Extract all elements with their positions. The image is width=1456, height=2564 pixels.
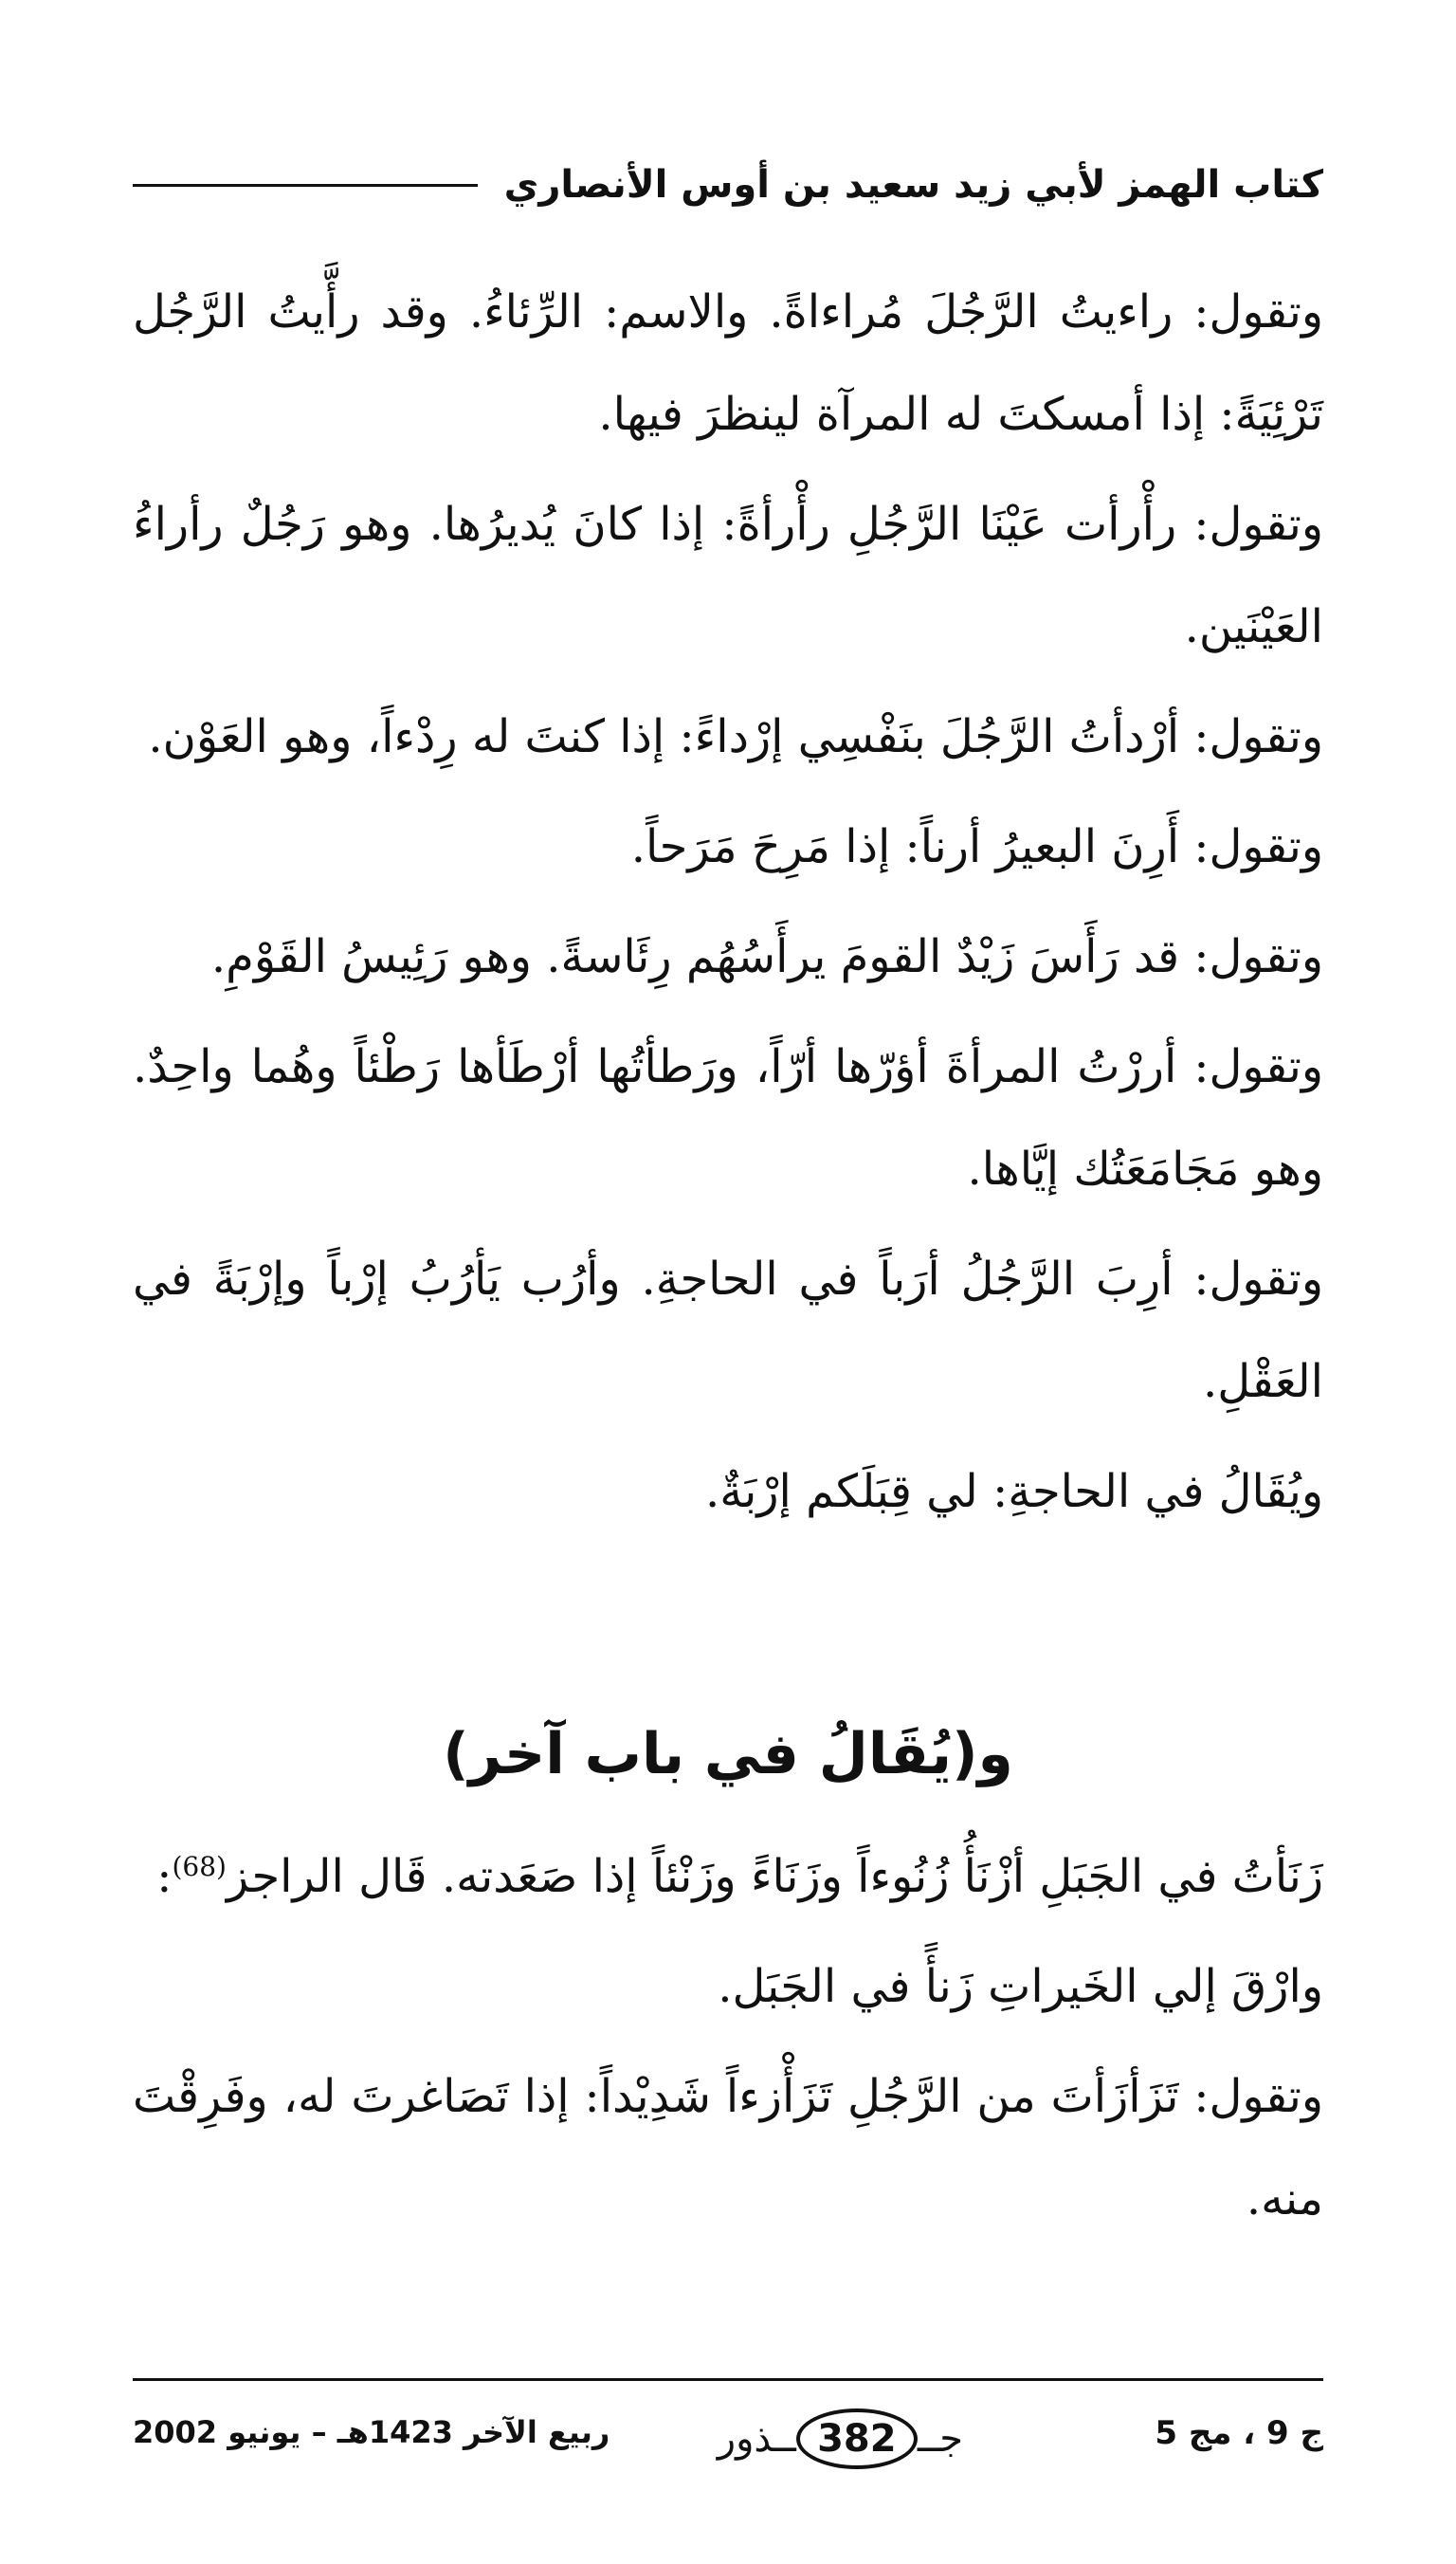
- section-text: [133, 1825, 1323, 2258]
- main-text: [133, 261, 1323, 1543]
- journal-logo: [718, 2408, 963, 2469]
- book-title: كتاب الهمز لأبي زيد سعيد بن أوس الأنصاري: [503, 163, 1323, 207]
- section-paragraph-1-text: زَنَأتُ في الجَبَلِ أزْنَأُ زُنُوءاً وزَنَاءً وزَنْئاً إذا صَعَدته. قَال الراجز: [226, 1850, 1323, 1903]
- paragraph-6: وتقول: أررْتُ المرأةَ أؤرّها أرّاً، ورَطأتُها أرْطَأها رَطْئاً وهُما واحِدٌ. وهو مَجَامَعَتُك إيَّاها.: [133, 1040, 1323, 1196]
- footer-rule: [133, 2378, 1323, 2381]
- footnote-ref: (68): [172, 1851, 227, 1882]
- section-heading: و(يُقَالُ في باب آخر): [443, 1721, 1013, 1787]
- running-header: [133, 152, 1323, 218]
- section-paragraph-3: وتقول: تَزَأزَأتَ من الرَّجُلِ تَزَأْزءاً شَدِيْداً: إذا تَصَاغرتَ له، وفَرِقْتَ منه.: [133, 2070, 1323, 2225]
- journal-suffix: ــذور: [717, 2417, 796, 2461]
- volume-number: ج 9 ، مج 5: [1155, 2414, 1323, 2452]
- paragraph-2: وتقول: رأْرأت عَيْنَا الرَّجُلِ رأْرأةً: إذا كانَ يُديرُها. وهو رَجُلٌ رأراءُ العَيْنَين.: [133, 498, 1323, 653]
- paragraph-1: وتقول: راءيتُ الرَّجُلَ مُراءاةً. والاسم: الرِّئاءُ. وقد رأَّيتُ الرَّجُل تَرْئِيَةً: إذا أمسكتَ له المرآة لينظرَ فيها.: [133, 285, 1323, 441]
- paragraph-8: ويُقَالُ في الحاجةِ: لي قِبَلَكم إرْبَةٌ.: [705, 1465, 1323, 1518]
- section-paragraph-1-colon: :: [156, 1850, 173, 1903]
- paragraph-5: وتقول: قد رَأَسَ زَيْدٌ القومَ يرأَسُهُم رِئَاسةً. وهو رَئِيسُ القَوْمِ.: [210, 930, 1323, 983]
- journal-prefix: جــ: [917, 2417, 963, 2461]
- paragraph-3: وتقول: أرْدأتُ الرَّجُلَ بنَفْسِي إرْداءً: إذا كنتَ له رِدْءاً، وهو العَوْن.: [148, 710, 1323, 763]
- issue-date: ربيع الآخر 1423هـ – يونيو 2002: [133, 2414, 610, 2450]
- section-paragraph-1: [133, 1825, 1323, 1928]
- header-rule: [133, 184, 478, 187]
- page-number: 382: [796, 2408, 918, 2469]
- paragraph-7: وتقول: أرِبَ الرَّجُلُ أرَباً في الحاجةِ. وأرُب يَأرُبُ إرْباً وإرْبَةً في العَقْلِ.: [133, 1253, 1323, 1408]
- page-footer: [133, 2408, 1323, 2465]
- paragraph-4: وتقول: أَرِنَ البعيرُ أرناً: إذا مَرِحَ مَرَحاً.: [630, 820, 1323, 873]
- section-paragraph-2: وارْقَ إلي الخَيراتِ زَنأً في الجَبَل.: [718, 1960, 1323, 2013]
